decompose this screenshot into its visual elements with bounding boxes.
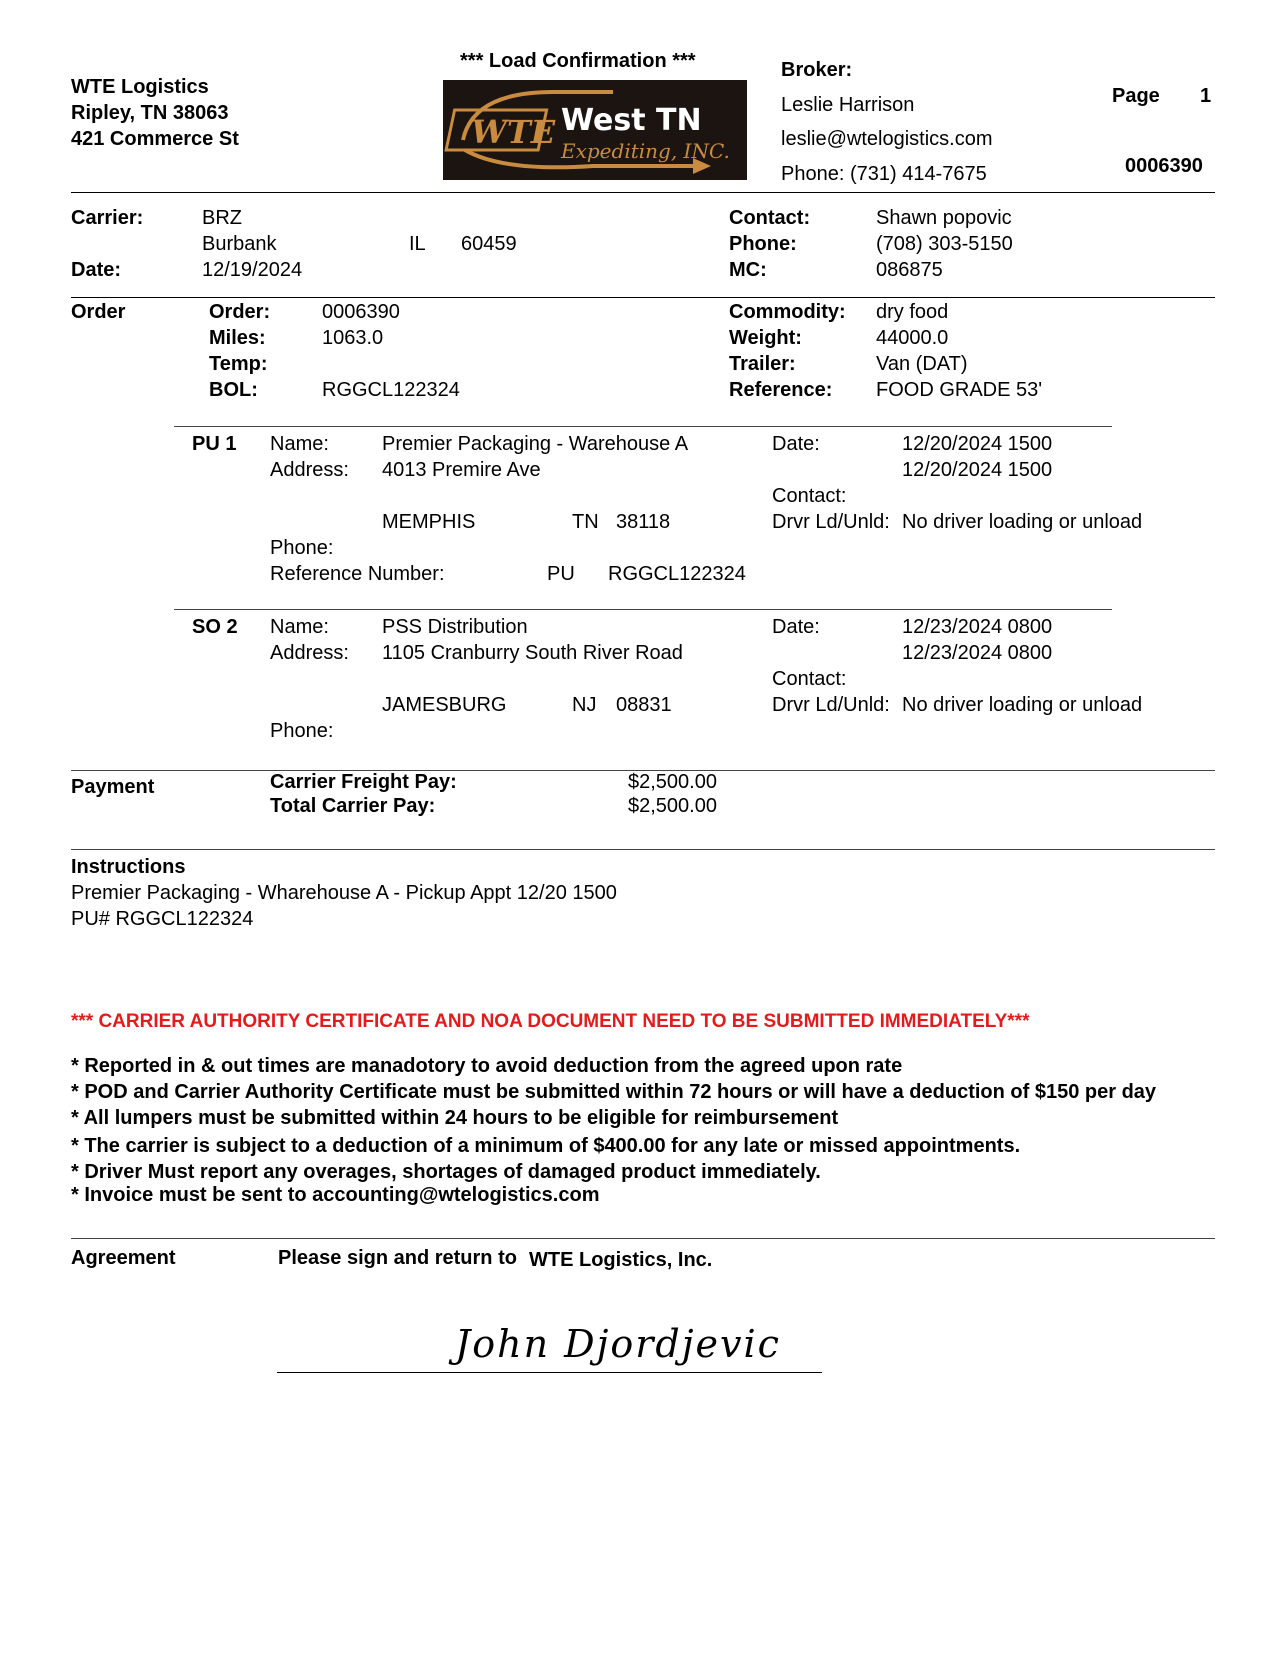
document-title: *** Load Confirmation ***	[460, 50, 696, 72]
driver-load-label: Drvr Ld/Unld:	[772, 511, 890, 533]
carrier-state: IL	[409, 233, 426, 255]
page-label: Page	[1112, 85, 1160, 107]
mc-label: MC:	[729, 259, 767, 281]
logo-line2: Expediting, INC.	[561, 139, 730, 163]
page-number: 1	[1200, 85, 1212, 107]
stop-date-label: Date:	[772, 433, 820, 455]
rule-item: * The carrier is subject to a deduction of a minimum of $400.00 for any late or missed appointments.	[71, 1135, 1021, 1157]
weight-label: Weight:	[729, 327, 802, 349]
confirmation-date: 12/19/2024	[202, 259, 303, 281]
company-city-state: Ripley, TN 38063	[71, 102, 229, 124]
phone-label: Phone:	[729, 233, 797, 255]
stop-address-label: Address:	[270, 642, 349, 664]
agreement-label: Agreement	[71, 1247, 176, 1269]
carrier-zip: 60459	[461, 233, 517, 255]
signature-line	[277, 1372, 822, 1373]
carrier-mc: 086875	[876, 259, 943, 281]
stop-address: 1105 Cranburry South River Road	[382, 642, 683, 664]
signature: John Djordjevic	[455, 1322, 781, 1366]
broker-phone: Phone: (731) 414-7675	[781, 163, 987, 185]
divider	[71, 192, 1215, 193]
carrier-label: Carrier:	[71, 207, 144, 229]
driver-load-label: Drvr Ld/Unld:	[772, 694, 890, 716]
contact-label: Contact:	[729, 207, 811, 229]
order-bol: RGGCL122324	[322, 379, 460, 401]
stop-code: SO 2	[192, 616, 238, 638]
driver-load-value: No driver loading or unload	[902, 694, 1143, 716]
rule-item: * Driver Must report any overages, shortages of damaged product immediately.	[71, 1161, 821, 1183]
driver-load-value: No driver loading or unload	[902, 511, 1143, 533]
commodity-label: Commodity:	[729, 301, 846, 323]
stop-name-label: Name:	[270, 616, 329, 638]
trailer-label: Trailer:	[729, 353, 796, 375]
divider	[71, 297, 1215, 298]
logo-abbr: WTE	[471, 113, 556, 151]
stop-address-label: Address:	[270, 459, 349, 481]
stop-date-end: 12/23/2024 0800	[902, 642, 1053, 664]
instructions-line: Premier Packaging - Wharehouse A - Pickup Appt 12/20 1500	[71, 882, 617, 904]
agreement-text: Please sign and return to	[278, 1247, 517, 1269]
alert-notice: *** CARRIER AUTHORITY CERTIFICATE AND NOA DOCUMENT NEED TO BE SUBMITTED IMMEDIATELY***	[71, 1011, 1030, 1032]
payment-section-label: Payment	[71, 776, 155, 798]
order-miles: 1063.0	[322, 327, 384, 349]
load-number: 0006390	[1125, 155, 1203, 177]
carrier-phone: (708) 303-5150	[876, 233, 1013, 255]
instructions-line: PU# RGGCL122324	[71, 908, 254, 930]
rule-item: * Invoice must be sent to accounting@wtelogistics.com	[71, 1184, 600, 1206]
order-label: Order:	[209, 301, 271, 323]
bol-label: BOL:	[209, 379, 258, 401]
order-section-label: Order	[71, 301, 126, 323]
stop-divider	[174, 426, 1112, 427]
stop-zip: 08831	[616, 694, 672, 716]
date-label: Date:	[71, 259, 122, 281]
carrier-city: Burbank	[202, 233, 277, 255]
reference-label: Reference:	[729, 379, 833, 401]
reference-number-label: Reference Number:	[270, 563, 445, 585]
stop-address: 4013 Premire Ave	[382, 459, 541, 481]
stop-date-start: 12/20/2024 1500	[902, 433, 1053, 455]
order-number: 0006390	[322, 301, 400, 323]
logo-graphic	[443, 80, 747, 180]
order-reference: FOOD GRADE 53'	[876, 379, 1043, 401]
order-trailer: Van (DAT)	[876, 353, 968, 375]
order-commodity: dry food	[876, 301, 949, 323]
divider	[71, 849, 1215, 850]
rule-item: * POD and Carrier Authority Certificate must be submitted within 72 hours or will have a deduction of $150 per day	[71, 1081, 1157, 1103]
freight-pay-amount: $2,500.00	[628, 771, 717, 793]
logo-line1: West TN	[561, 103, 702, 138]
total-pay-amount: $2,500.00	[628, 795, 717, 817]
stop-city: MEMPHIS	[382, 511, 476, 533]
carrier-name: BRZ	[202, 207, 242, 229]
stop-date-end: 12/20/2024 1500	[902, 459, 1053, 481]
company-logo	[443, 80, 747, 180]
company-name: WTE Logistics	[71, 76, 209, 98]
company-street: 421 Commerce St	[71, 128, 239, 150]
stop-date-label: Date:	[772, 616, 820, 638]
stop-contact-label: Contact:	[772, 668, 847, 690]
broker-email: leslie@wtelogistics.com	[781, 128, 993, 150]
reference-type: PU	[547, 563, 575, 585]
reference-value: RGGCL122324	[608, 563, 746, 585]
temp-label: Temp:	[209, 353, 268, 375]
stop-phone-label: Phone:	[270, 537, 334, 559]
stop-state: NJ	[572, 694, 597, 716]
carrier-contact: Shawn popovic	[876, 207, 1012, 229]
stop-city: JAMESBURG	[382, 694, 507, 716]
stop-name-label: Name:	[270, 433, 329, 455]
agreement-company: WTE Logistics, Inc.	[529, 1249, 713, 1271]
rule-item: * Reported in & out times are manadotory to avoid deduction from the agreed upon rate	[71, 1055, 903, 1077]
order-weight: 44000.0	[876, 327, 949, 349]
divider	[71, 1238, 1215, 1239]
miles-label: Miles:	[209, 327, 266, 349]
stop-date-start: 12/23/2024 0800	[902, 616, 1053, 638]
stop-zip: 38118	[616, 511, 671, 533]
rule-item: * All lumpers must be submitted within 24 hours to be eligible for reimbursement	[71, 1107, 839, 1129]
stop-divider	[174, 609, 1112, 610]
broker-label: Broker:	[781, 59, 853, 81]
stop-contact-label: Contact:	[772, 485, 847, 507]
stop-name: Premier Packaging - Warehouse A	[382, 433, 689, 455]
freight-pay-label: Carrier Freight Pay:	[270, 771, 457, 793]
broker-name: Leslie Harrison	[781, 94, 915, 116]
stop-state: TN	[572, 511, 599, 533]
stop-code: PU 1	[192, 433, 237, 455]
total-pay-label: Total Carrier Pay:	[270, 795, 436, 817]
stop-phone-label: Phone:	[270, 720, 334, 742]
stop-name: PSS Distribution	[382, 616, 528, 638]
instructions-title: Instructions	[71, 856, 186, 878]
